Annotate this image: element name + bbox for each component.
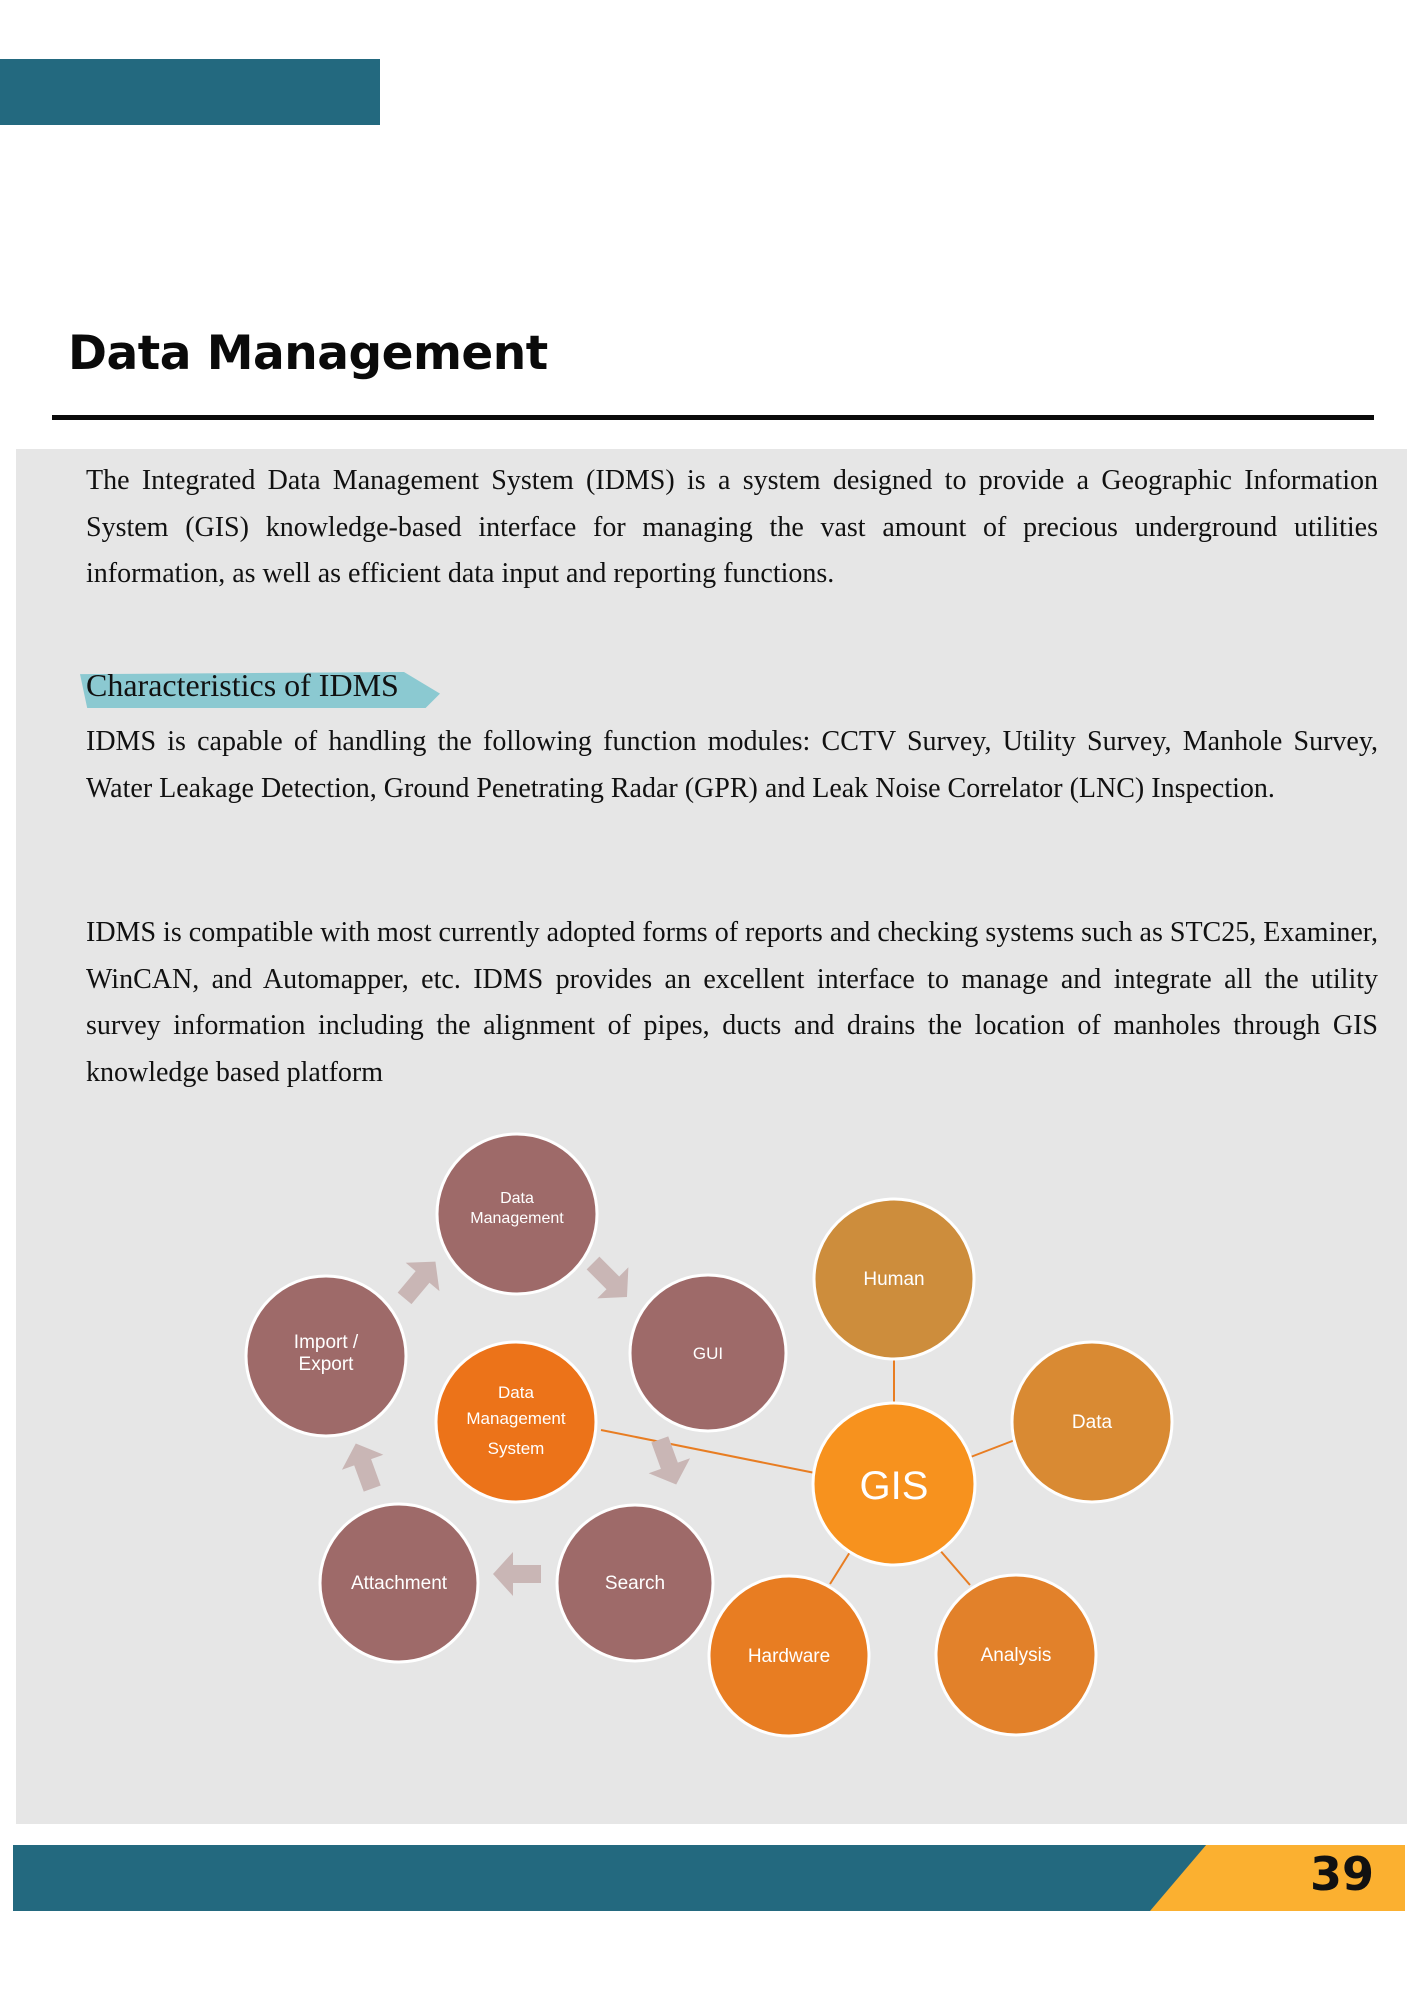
compatibility-paragraph: IDMS is compatible with most currently adopted forms of reports and checking systems such as STC25, Examiner, WinCAN, and Automapper, etc. IDMS provides an excellent interface to manage and integrate all the utility survey information including the alignment of pipes, ducts and drains the location of manholes through GIS knowledge based platform: [86, 917, 1378, 1088]
arrow-datamgmt-to-gui-icon: [577, 1247, 642, 1312]
node-import-export: [246, 1276, 406, 1436]
svg-text:Data: Data: [1071, 1412, 1113, 1433]
arrow-import-to-datamgmt-icon: [388, 1247, 453, 1312]
node-data-management-system: [436, 1342, 596, 1502]
svg-text:Data: Data: [498, 1383, 534, 1402]
node-gui: [630, 1275, 786, 1431]
footer-bar: [13, 1845, 1208, 1911]
svg-text:Export: Export: [298, 1354, 354, 1375]
svg-text:Search: Search: [604, 1573, 666, 1594]
svg-text:Data: Data: [500, 1190, 534, 1207]
svg-text:GUI: GUI: [692, 1344, 724, 1363]
node-data: [1012, 1342, 1172, 1502]
connector-gis-data: [968, 1440, 1015, 1458]
svg-text:Management: Management: [470, 1210, 564, 1227]
node-attachment: [320, 1504, 478, 1662]
arrow-attachment-to-import-icon: [335, 1436, 393, 1496]
connector-gis-analysis: [938, 1548, 970, 1585]
svg-text:Management: Management: [466, 1409, 566, 1428]
node-search: [557, 1505, 713, 1661]
node-gis: [813, 1403, 975, 1565]
arrow-search-to-attachment-icon: [493, 1552, 541, 1596]
intro-paragraph: The Integrated Data Management System (IDMS) is a system designed to provide a Geographic Information System (GIS) knowledge-based interface for managing the vast amount of precious underground utilities information, as well as efficient data input and reporting functions.: [86, 465, 1378, 589]
node-human: [814, 1199, 974, 1359]
characteristics-heading: Characteristics of IDMS: [86, 667, 399, 703]
svg-text:Analysis: Analysis: [980, 1645, 1052, 1666]
node-data-management: [437, 1134, 597, 1294]
svg-text:GIS: GIS: [859, 1464, 929, 1508]
svg-text:Hardware: Hardware: [747, 1646, 831, 1667]
svg-text:System: System: [487, 1439, 545, 1458]
connector-gis-hardware: [830, 1552, 850, 1584]
arrow-gui-to-search-icon: [639, 1432, 697, 1492]
connector-dms-gis: [601, 1430, 820, 1474]
svg-text:Import /: Import /: [293, 1332, 359, 1353]
page-number: 39: [1310, 1847, 1375, 1901]
svg-text:Attachment: Attachment: [350, 1573, 448, 1594]
modules-paragraph: IDMS is capable of handling the following function modules: CCTV Survey, Utility Survey, Manhole Survey, Water Leakage Detection, Ground Penetrating Radar (GPR) and Leak Noise Correlator (LNC) Inspection.: [86, 726, 1378, 804]
svg-text:Human: Human: [863, 1269, 925, 1290]
node-hardware: [709, 1576, 869, 1736]
node-analysis: [936, 1575, 1096, 1735]
page-title: Data Management: [68, 326, 548, 381]
